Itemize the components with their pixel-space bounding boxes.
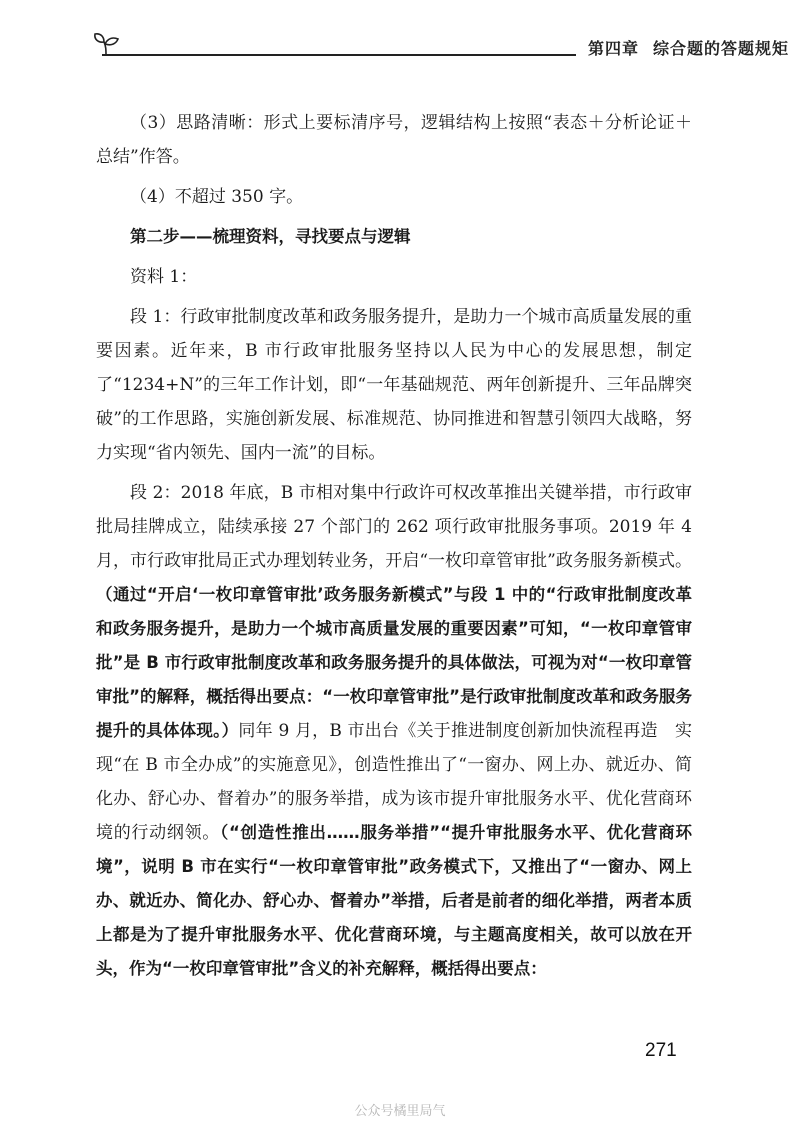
paragraph-2-annotation-b: （“创造性推出……服务举措”“提升审批服务水平、优化营商环境”，说明 B 市在实行“一枚印章管审批”政务模式下，又推出了“一窗办、网上办、就近办、简化办、舒心办、督着办”举措，后者是前者的细化举措，两者本质上都是为了提升审批服务水平、优化营商环境，与主题高度相关，故可以放在开头，作为“一枚印章管审批”含义的补充解释，概括得出要点：: [96, 823, 692, 978]
header-rule: [102, 54, 576, 56]
chapter-name: 综合题的答题规矩: [653, 39, 790, 58]
page-body: [96, 106, 692, 986]
page-number: 271: [645, 1040, 677, 1061]
paragraph-2: [96, 476, 692, 986]
requirement-4: （4）不超过 350 字。: [130, 187, 304, 207]
material-label: 资料 1：: [130, 267, 198, 287]
running-header: [92, 30, 790, 66]
paragraph-2-text-b: 同年 9 月，B 市出台《关于推进制度创新加快流程再造 实现“在 B 市全办成”的实施意见》，创造性推出了“一窗办、网上办、就近办、简化办、舒心办、督着办”的服务举措，成为该市提升审批服务水平、优化营商环境的行动纲领。: [96, 721, 692, 843]
chapter-title: [588, 36, 789, 59]
watermark: 公众号橘里局气: [354, 1104, 446, 1119]
paragraph-2-annotation-a: （通过“开启‘一枚印章管审批’政务服务新模式”与段 1 中的“行政审批制度改革和政务服务提升，是助力一个城市高质量发展的重要因素”可知，“一枚印章管审批”是 B 市行政审批制度改革和政务服务提升的具体做法，可视为对“一枚印章管审批”的解释，概括得出要点：“一枚印章管审批”是行政审批制度改革和政务服务提升的具体体现。）: [96, 585, 692, 740]
requirement-3: （3）思路清晰：形式上要标清序号，逻辑结构上按照“表态＋分析论证＋总结”作答。: [96, 113, 692, 167]
paragraph-1: 段 1：行政审批制度改革和政务服务提升，是助力一个城市高质量发展的重要因素。近年来，B 市行政审批服务坚持以人民为中心的发展思想，制定了“1234+N”的三年工作计划，即“一年基础规范、两年创新提升、三年品牌突破”的工作思路，实施创新发展、标准规范、协同推进和智慧引领四大战略，努力实现“省内领先、国内一流”的目标。: [96, 307, 692, 463]
step-heading: 第二步——梳理资料，寻找要点与逻辑: [130, 227, 411, 246]
chapter-number: 第四章: [588, 39, 640, 58]
paragraph-2-text-a: 段 2：2018 年底，B 市相对集中行政许可权改革推出关键举措，市行政审批局挂牌成立，陆续承接 27 个部门的 262 项行政审批服务事项。2019 年 4 月，市行政审批局正式办理划转业务，开启“一枚印章管审批”政务服务新模式。: [96, 483, 692, 571]
